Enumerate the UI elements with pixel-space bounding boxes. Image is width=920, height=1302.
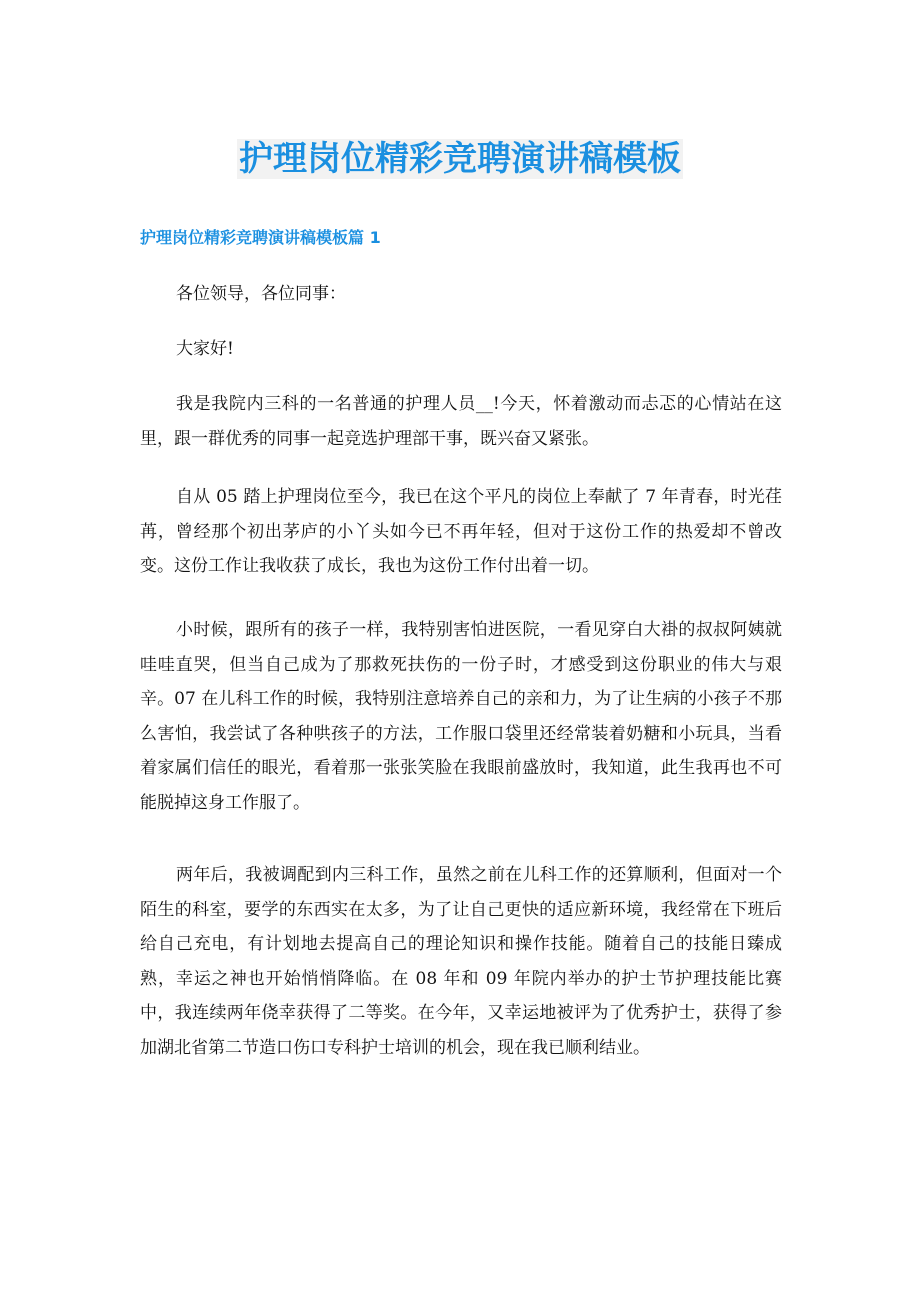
paragraph-greeting: 大家好! [176,339,234,359]
paragraph-transfer-achievements: 两年后，我被调配到内三科工作，虽然之前在儿科工作的还算顺利，但面对一个陌生的科室，要学的东西实在太多，为了让自己更快的适应新环境，我经常在下班后给自己充电，有计划地去提高自己的理论知识和操作技能。随着自己的技能日臻成熟，幸运之神也开始悄悄降临。在 08 年和 09 年院内举办的护士节护理技能比赛中，我连续两年侥幸获得了二等奖。在今年，又幸运地被评为了优秀护士，获得了参加湖北省第二节造口伤口专科护士培训的机会，现在我已顺利结业。 [140,865,782,1058]
section-heading: 护理岗位精彩竞聘演讲稿模板篇 1 [140,228,381,247]
paragraph-childhood-pediatrics: 小时候，跟所有的孩子一样，我特别害怕进医院，一看见穿白大褂的叔叔阿姨就哇哇直哭，但当自己成为了那救死扶伤的一份子时，才感受到这份职业的伟大与艰辛。07 在儿科工作的时候，我特别注意培养自己的亲和力，为了让生病的小孩子不那么害怕，我尝试了各种哄孩子的方法，工作服口袋里还经常装着奶糖和小玩具，当看着家属们信任的眼光，看着那一张张笑脸在我眼前盛放时，我知道，此生我再也不可能脱掉这身工作服了。 [140,620,782,813]
paragraph-introduction: 我是我院内三科的一名普通的护理人员__!今天，怀着激动而忐忑的心情站在这里，跟一群优秀的同事一起竞选护理部干事，既兴奋又紧张。 [140,394,782,449]
paragraph-salutation: 各位领导，各位同事： [176,284,346,304]
document-title-text: 护理岗位精彩竞聘演讲稿模板 [239,139,681,179]
document-title [0,134,920,184]
paragraph-career-start: 自从 05 踏上护理岗位至今，我已在这个平凡的岗位上奉献了 7 年青春，时光荏苒，曾经那个初出茅庐的小丫头如今已不再年轻，但对于这份工作的热爱却不曾改变。这份工作让我收获了成长，我也为这份工作付出着一切。 [140,487,782,576]
